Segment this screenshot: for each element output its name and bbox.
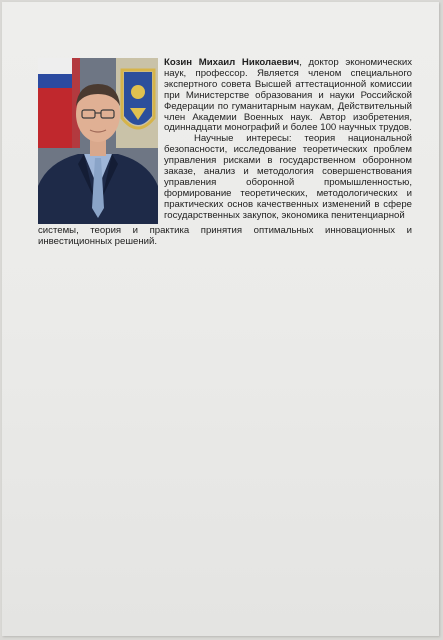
author-intro: , доктор экономических наук, профессор. Является членом специального экспертного совета Высшей аттестационной комиссии при Министерстве образования и науки Российской Федерации по гуманитарным наукам, Действительный член Академии Военных наук. Автор изобретения, одиннадцати монографий и более 100 научных трудов.	[164, 57, 412, 134]
author-photo	[38, 58, 158, 224]
research-interests: Научные интересы: теория национальной безопасности, исследование теоретических проблем управления рисками в государственном оборонном заказе, анализ и методология совершенствования управления оборонной промышленностью, формирование теоретических, методологических и практических основ качественных изменений в сфере государственных закупок, экономика пенитенциарной	[164, 133, 412, 221]
author-name: Козин Михаил Николаевич	[164, 57, 300, 68]
bio-paragraph	[164, 58, 412, 134]
author-portrait-image	[38, 58, 158, 224]
research-interests-continued: системы, теория и практика принятия оптимальных инновационных и инвестиционных решений.	[38, 225, 412, 247]
author-biography	[164, 58, 412, 222]
back-cover-page	[2, 2, 439, 636]
